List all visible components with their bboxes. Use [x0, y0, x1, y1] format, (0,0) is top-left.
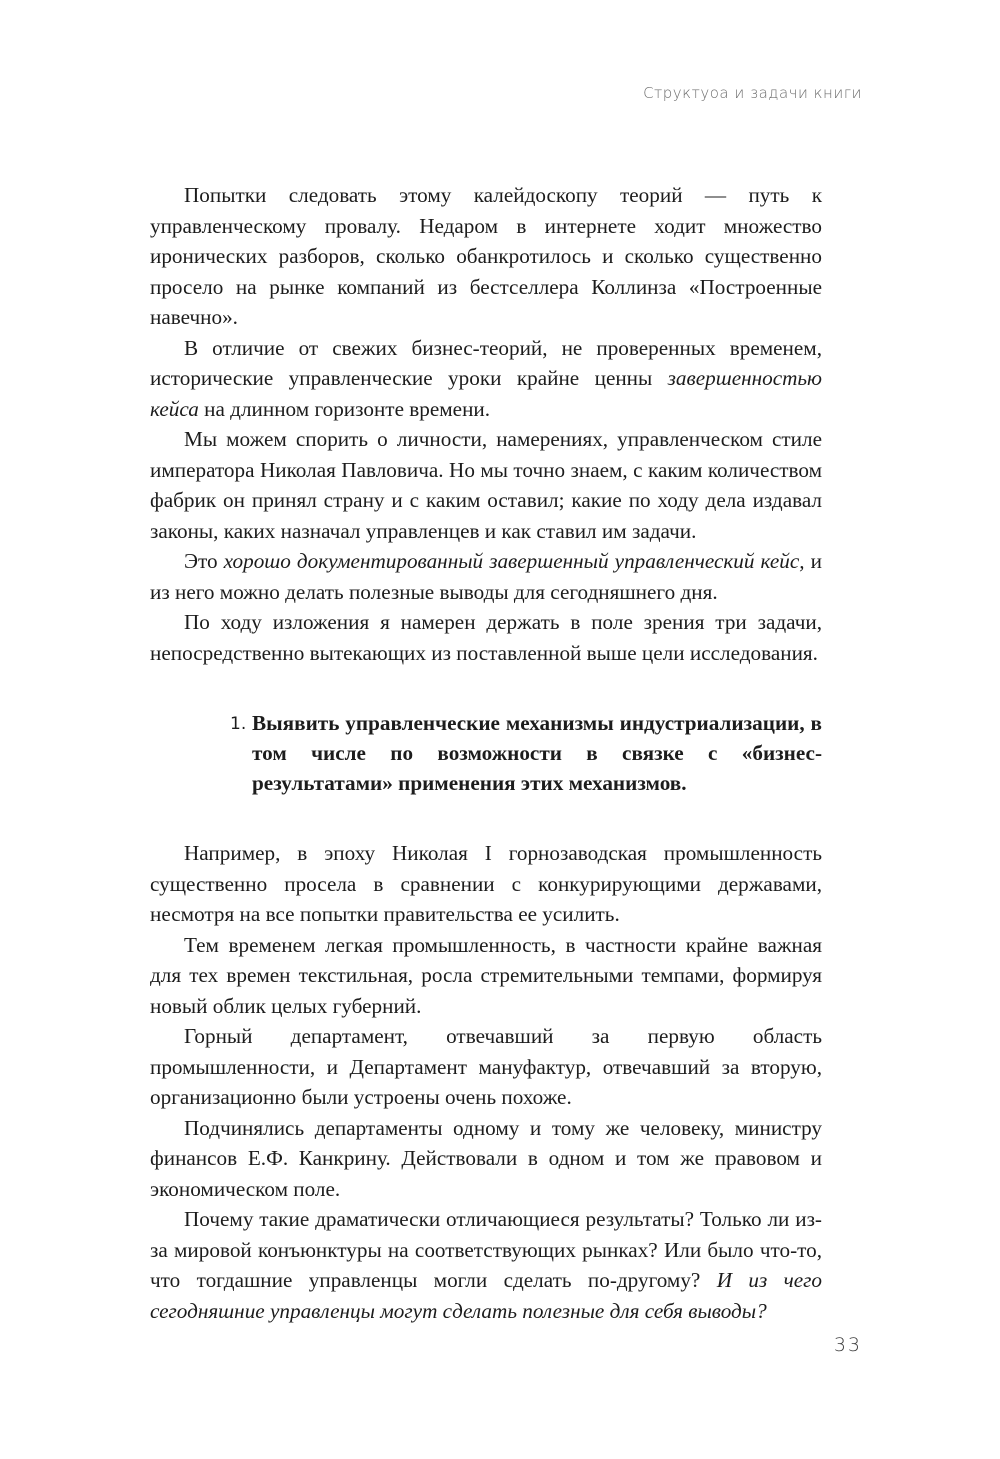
task-item — [230, 708, 822, 798]
paragraph — [150, 333, 822, 425]
text-run: По ходу изложения я намерен держать в поле зрения три задачи, непосредственно вытекающих из поставленной выше цели исследования. — [150, 610, 822, 665]
text-run: Горный департамент, отвечавший за первую область промышленности, и Департамент мануфактур, отвечавший за вторую, организационно были устроены очень похоже. — [150, 1024, 822, 1109]
italic-text: завершенностью кейса — [150, 366, 822, 421]
text-run: Например, в эпоху Николая I горнозаводская промышленность существенно просела в сравнении с конкурирующими державами, несмотря на все попытки правительства ее усилить. — [150, 841, 822, 926]
paragraph — [150, 1021, 822, 1113]
text-run: Подчинялись департаменты одному и тому же человеку, министру финансов Е.Ф. Канкрину. Действовали в одном и том же правовом и экономическом поле. — [150, 1115, 822, 1201]
text-run: В отличие от свежих бизнес-теорий, не проверенных временем, исторические управленческие уроки крайне ценны — [150, 335, 822, 390]
text-run: Попытки следовать этому калейдоскопу теорий — путь к управленческому провалу. Недаром в интернете ходит множество иронических разборов, сколько обанкротилось и сколько существенно просело на рынке компаний из бестселлера Коллинза «Построенные навечно». — [150, 183, 822, 329]
paragraph — [150, 930, 822, 1022]
page-number: 33 — [833, 1334, 862, 1356]
text-run: на длинном горизонте времени. — [198, 396, 491, 421]
text-run: Мы можем спорить о личности, намерениях, управленческом стиле императора Николая Павловича. Но мы точно знаем, с каким количеством фабрик он принял страну и с каким оставил; какие по ходу дела издавал законы, каких назначал управленцев и как ставил им задачи. — [150, 427, 822, 543]
text-run: и из него можно делать полезные выводы для сегодняшнего дня. — [150, 549, 823, 604]
text-run: Это — [184, 549, 224, 573]
italic-text: хорошо документированный завершенный управленческий кейс, — [223, 549, 805, 573]
text-run: Тем временем легкая промышленность, в частности крайне важная для тех времен текстильная, росла стремительными темпами, формируя новый облик целых губерний. — [150, 932, 822, 1018]
italic-text: И из чего сегодняшние управленцы могут сделать полезные для себя выводы? — [150, 1268, 822, 1323]
text-run: Почему такие драматически отличающиеся результаты? Только ли из-за мировой конъюнктуры на соответствующих рынках? Или было что-то, что тогдашние управленцы могли сделать по-другому? — [150, 1207, 822, 1292]
paragraph — [150, 838, 822, 930]
paragraph — [150, 424, 822, 546]
page-body — [150, 180, 822, 1326]
body-text-bottom — [150, 838, 822, 1326]
task-text: Выявить управленческие механизмы индустриализации, в том числе по возможности в связке с «бизнес-результатами» применения этих механизмов. — [252, 711, 822, 795]
running-header: Структуоа и задачи книги — [643, 84, 862, 102]
paragraph — [150, 607, 822, 668]
paragraph — [150, 1204, 822, 1326]
body-text-top — [150, 180, 822, 668]
paragraph — [150, 1113, 822, 1205]
task-number: 1. — [230, 714, 247, 734]
paragraph — [150, 180, 822, 333]
paragraph — [150, 546, 822, 607]
